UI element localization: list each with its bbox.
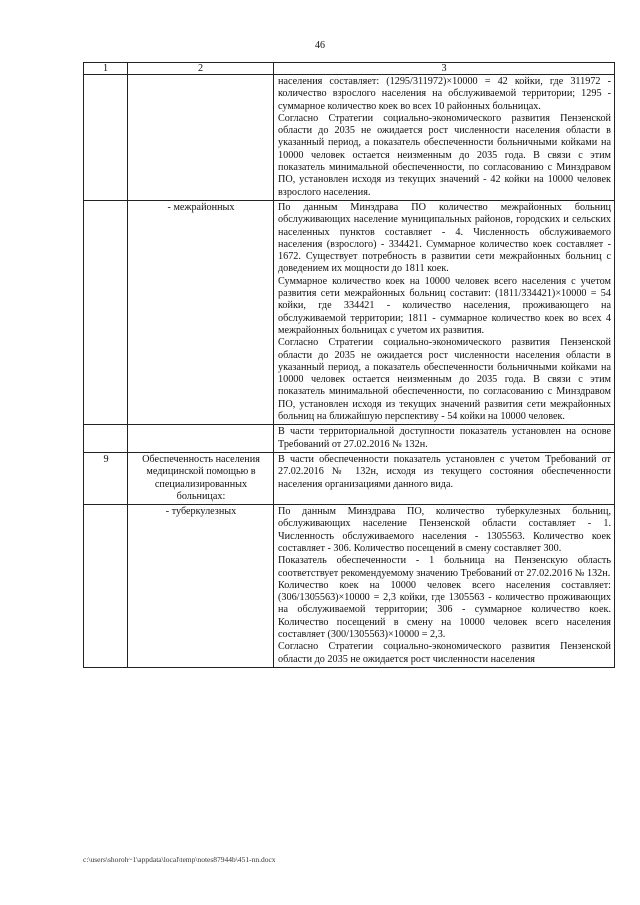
indicator-name-cell: - туберкулезных	[128, 505, 274, 668]
justification-paragraph: Количество коек на 10000 человек всего населения составляет: (306/1305563)×10000 = 2,3 койки, где 1305563 - количество проживающих на обслуживаемой территории; 306 - суммарное количество коек. Количество посещений в смену на 10000 человек всего населения составляет (300/1305563)×10000 = 2,3.	[278, 579, 611, 641]
justification-cell	[274, 425, 615, 453]
table-row	[84, 505, 615, 668]
justification-paragraph: населения составляет: (1295/311972)×10000 = 42 койки, где 311972 - количество взрослого населения на обслуживаемой территории; 1295 - суммарное количество коек во всех 10 районных больницах.	[278, 76, 611, 112]
justification-paragraph: В части территориальной доступности показатель установлен на основе Требований от 27.02.2016 № 132н.	[278, 426, 611, 450]
row-number-cell	[84, 200, 128, 424]
justification-paragraph: Показатель обеспеченности - 1 больница на Пензенскую область соответствует рекомендуемому значению Требований от 27.02.2016 № 132н.	[278, 555, 611, 579]
table-row	[84, 452, 615, 504]
header-col-3: 3	[274, 63, 615, 75]
table-row	[84, 75, 615, 201]
indicator-name-cell	[128, 425, 274, 453]
justification-cell	[274, 75, 615, 201]
row-number-cell	[84, 505, 128, 668]
page-number: 46	[315, 40, 325, 51]
indicator-name-cell: Обеспеченность населения медицинской помощью в специализированных больницах:	[128, 452, 274, 504]
justification-cell	[274, 452, 615, 504]
row-number-cell	[84, 425, 128, 453]
header-col-1: 1	[84, 63, 128, 75]
data-table	[83, 62, 615, 668]
justification-paragraph: Суммарное количество коек на 10000 человек всего населения с учетом развития сети межрайонных больниц составит: (1811/334421)×10000 = 54 койки, где 334421 - количество населения, проживающего на обслуживаемой территории; 1811 - суммарное количество коек во всех 4 межрайонных больницах с учетом их развития.	[278, 275, 611, 336]
table-row	[84, 200, 615, 424]
table-row	[84, 425, 615, 453]
justification-paragraph: По данным Минздрава ПО, количество туберкулезных больниц, обслуживающих население Пензенской области составляет - 1. Численность обслуживаемого населения - 1305563. Количество коек составляет - 306. Количество посещений в смену составляет 300.	[278, 506, 611, 554]
file-path-footer: c:\users\shoroh~1\appdata\local\temp\notes87944b\451-nn.docx	[83, 855, 276, 864]
row-number-cell: 9	[84, 452, 128, 504]
justification-paragraph: Согласно Стратегии социально-экономического развития Пензенской области до 2035 не ожидается рост численности населения области в указанный период, а показатель обеспеченности больничными койками на 10000 человек остается неизменным до 2035 года. В связи с этим показатель минимальной обеспеченности, по согласованию с Минздравом ПО, установлен исходя из текущих значений - 42 койки на 10000 человек взрослого населения.	[278, 112, 611, 198]
justification-cell	[274, 200, 615, 424]
row-number-cell	[84, 75, 128, 201]
indicator-name-cell	[128, 75, 274, 201]
justification-paragraph: Согласно Стратегии социально-экономического развития Пензенской области до 2035 не ожидается рост численности населения области в указанный период, а показатель обеспеченности больничными койками на 10000 человек остается неизменным до 2035 года. В связи с этим показатель минимальной обеспеченности, по согласованию с Минздравом ПО, установлен исходя из текущих значений развития сети межрайонных больниц на ближайшую перспективу - 54 койки на 10000 человек.	[278, 337, 611, 423]
justification-paragraph: Согласно Стратегии социально-экономического развития Пензенской области до 2035 не ожидается рост численности населения	[278, 641, 611, 665]
justification-cell	[274, 505, 615, 668]
table-header-row	[84, 63, 615, 75]
justification-paragraph: В части обеспеченности показатель установлен с учетом Требований от 27.02.2016 № 132н, исходя из текущего состояния обеспеченности населения организациями данного вида.	[278, 453, 611, 490]
justification-paragraph: По данным Минздрава ПО количество межрайонных больниц обслуживающих население муниципальных районов, городских и сельских населенных пунктов составляет - 4. Численность обслуживаемого населения (взрослого) - 334421. Суммарное количество коек составляет - 1672. Существует потребность в развитии сети межрайонных больниц с доведением их мощности до 1811 коек.	[278, 201, 611, 275]
header-col-2: 2	[128, 63, 274, 75]
indicator-name-cell: - межрайонных	[128, 200, 274, 424]
